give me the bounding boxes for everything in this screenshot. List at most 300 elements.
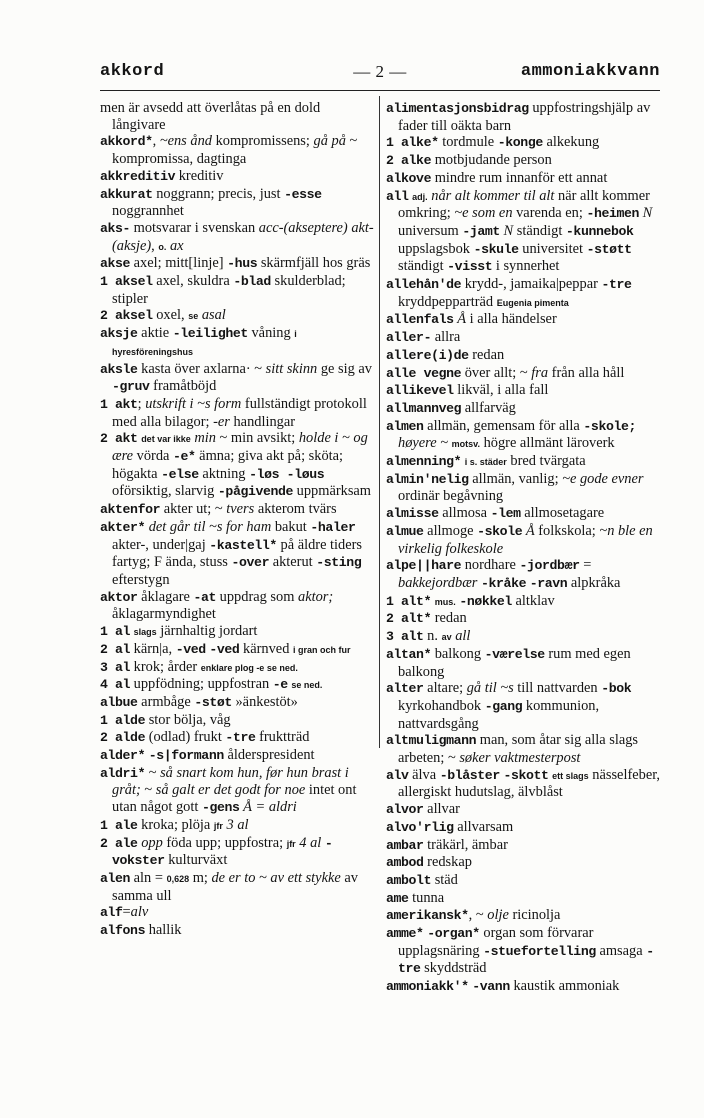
grammar-note: det var ikke xyxy=(141,434,191,445)
grammar-note: av xyxy=(441,632,452,643)
compound-form: -organ* xyxy=(427,926,480,942)
grammar-note: adj. xyxy=(412,191,428,202)
dictionary-entry xyxy=(100,255,377,273)
dictionary-entry xyxy=(100,168,377,186)
headword: akkord* xyxy=(100,134,153,150)
compound-form: -skule xyxy=(473,241,519,257)
compound-form: -gens xyxy=(201,800,240,816)
headword: 1 ale xyxy=(100,817,138,833)
dictionary-entry xyxy=(100,100,377,133)
headword: 1 alde xyxy=(100,712,146,728)
dictionary-entry xyxy=(100,325,377,360)
grammar-note: mus. xyxy=(434,596,456,607)
compound-form: -tre xyxy=(225,730,256,746)
headword: ambod xyxy=(386,855,424,871)
headword: alder* xyxy=(100,748,146,764)
definition-text: kärn|a, xyxy=(130,640,176,657)
definition-text: allmän, vanlig; xyxy=(468,470,563,487)
definition-text: städ xyxy=(431,871,458,888)
dictionary-entry xyxy=(386,471,663,505)
definition-text: axel, skuldra xyxy=(152,273,234,290)
example-text: ~n ble en virkelig folkeskole xyxy=(398,522,653,557)
definition-text: allmän, gemensam för alla xyxy=(423,417,584,434)
left-column xyxy=(100,100,377,940)
definition-text: motsvarar i svenskan xyxy=(130,219,259,236)
dictionary-entry xyxy=(100,186,377,220)
compound-form: -e* xyxy=(173,449,196,465)
example-text: N xyxy=(642,205,653,222)
definition-text: allvarsam xyxy=(453,818,514,835)
dictionary-entry xyxy=(100,623,377,641)
dictionary-entry xyxy=(386,557,663,592)
definition-text: ge sig av xyxy=(317,360,372,377)
definition-text: redan xyxy=(431,610,467,627)
definition-text: allmosetagare xyxy=(520,505,605,522)
compound-form: -ved xyxy=(209,641,240,657)
definition-text: ämna; giva akt på; sköta; högakta xyxy=(112,448,344,482)
headword: aktor xyxy=(100,589,138,605)
grammar-note: ett slags xyxy=(552,770,589,781)
headword: allmannveg xyxy=(386,400,462,416)
example-text: de er to ~ av ett stykke xyxy=(211,869,341,886)
compound-form: -vokster xyxy=(112,835,333,869)
example-text: så snart kom hun, før hun brast i gråt; xyxy=(112,764,349,799)
example-text: 4 al xyxy=(299,834,322,851)
grammar-note: Eugenia pimenta xyxy=(496,297,569,308)
headword: akter* xyxy=(100,519,146,535)
headword: alvor xyxy=(386,802,424,818)
definition-text: altare; xyxy=(423,680,467,697)
example-text: Å = aldri xyxy=(243,799,297,816)
dictionary-entry xyxy=(386,890,663,908)
dictionary-entry xyxy=(386,400,663,418)
example-text: så galt er det godt for noe xyxy=(155,782,306,799)
dictionary-entry xyxy=(386,329,663,347)
compound-form: -værelse xyxy=(484,646,545,662)
definition-text: stor bölja, våg xyxy=(145,711,231,728)
definition-text: axel; mitt[linje] xyxy=(130,255,228,272)
definition-text: på äldre tiders fartyg; F ända, stuss xyxy=(112,536,363,571)
compound-form: -støt xyxy=(194,694,232,710)
compound-form: -ravn xyxy=(529,575,568,591)
headword: aller- xyxy=(386,330,432,346)
grammar-note: jfr xyxy=(286,838,296,849)
definition-text: man, som åtar sig alla slags arbeten; ~ xyxy=(398,732,639,767)
example-text: tvers xyxy=(226,501,255,518)
dictionary-entry xyxy=(386,347,663,365)
definition-text: alkekung xyxy=(542,134,600,151)
definition-text: allfarväg xyxy=(461,399,516,416)
definition-text: kommunion, nattvardsgång xyxy=(398,697,600,732)
definition-text: altklav xyxy=(511,592,555,609)
definition-text: aktning xyxy=(198,465,250,482)
headword: allikevel xyxy=(386,383,454,399)
definition-text: föda upp; uppfostra; xyxy=(162,834,287,851)
headword: 2 al xyxy=(100,641,131,657)
dictionary-entry xyxy=(100,307,377,325)
headword: allere(i)de xyxy=(386,347,469,363)
definition-text: redskap xyxy=(423,854,472,871)
compound-form: -ved xyxy=(175,641,206,657)
compound-form: -jordbær xyxy=(519,558,580,574)
definition-text: folkskola; xyxy=(534,522,600,539)
example-text: høyere ~ xyxy=(398,435,449,452)
definition-text: kärnved xyxy=(239,640,293,657)
headword: ame xyxy=(386,890,409,906)
definition-text: allmosa xyxy=(438,505,491,522)
dictionary-entry xyxy=(386,801,663,819)
definition-text: älva xyxy=(408,766,440,783)
definition-text: balkong xyxy=(431,645,485,662)
definition-text: vörda xyxy=(133,448,174,465)
definition-text: allmoge xyxy=(423,522,478,539)
headword: amerikansk* xyxy=(386,908,469,924)
grammar-note: 0,628 xyxy=(166,873,190,884)
headword: all xyxy=(386,188,409,204)
compound-form: -tre xyxy=(601,277,632,293)
definition-text: oförsiktig, slarvig xyxy=(112,483,218,500)
dictionary-entry xyxy=(100,922,377,940)
definition-text: fruktträd xyxy=(255,729,310,746)
dictionary-entry xyxy=(386,819,663,837)
dictionary-entry xyxy=(386,646,663,680)
dictionary-entry xyxy=(100,676,377,694)
example-text: gå til ~s xyxy=(466,680,514,697)
headword: aldri* xyxy=(100,765,146,781)
compound-form: -else xyxy=(161,466,199,482)
definition-text: kyrkohandbok xyxy=(398,697,485,714)
definition-text: akterut xyxy=(269,554,317,571)
compound-form: -gang xyxy=(484,698,523,714)
example-text: aktor; xyxy=(298,588,334,605)
header-rule xyxy=(100,90,660,91)
headword: aks- xyxy=(100,220,131,236)
compound-form: -esse xyxy=(284,186,322,202)
compound-form: -hus xyxy=(227,256,258,272)
definition-text: nordhare xyxy=(461,557,520,574)
grammar-note: motsv. xyxy=(451,439,480,450)
example-text: utskrift i ~s form xyxy=(145,395,242,412)
definition-text: uppmärksam xyxy=(293,483,371,500)
headword: alle vegne xyxy=(386,365,462,381)
dictionary-entry xyxy=(386,100,663,134)
headword: 3 al xyxy=(100,659,131,675)
dictionary-entry xyxy=(386,925,663,978)
definition-text: i synnerhet xyxy=(492,258,560,275)
definition-text: uppdrag som xyxy=(216,588,299,605)
example-text: N xyxy=(503,222,514,239)
headword: almue xyxy=(386,523,424,539)
definition-text: ständigt xyxy=(398,258,448,275)
compound-form: -leilighet xyxy=(172,326,248,342)
headword: amme* xyxy=(386,926,424,942)
dictionary-entry xyxy=(386,872,663,890)
dictionary-entry xyxy=(100,501,377,519)
definition-text: framåtböjd xyxy=(149,378,217,395)
dictionary-entry xyxy=(100,694,377,712)
compound-form: -sting xyxy=(316,555,362,571)
dictionary-entry xyxy=(386,365,663,383)
definition-text: amsaga xyxy=(595,942,647,959)
dictionary-entry xyxy=(386,453,663,471)
headword: 1 alke* xyxy=(386,135,439,151)
definition-text: kreditiv xyxy=(175,167,224,184)
compound-form: -skole; xyxy=(583,418,637,434)
dictionary-entry xyxy=(386,382,663,400)
example-text: sitt skinn xyxy=(265,360,318,377)
compound-form: -kastell* xyxy=(209,537,277,553)
dictionary-entry xyxy=(386,767,663,801)
dictionary-entry xyxy=(100,589,377,623)
headword: 2 alke xyxy=(386,153,432,169)
headword: aksle xyxy=(100,361,138,377)
compound-form: -gruv xyxy=(112,379,150,395)
grammar-note: se xyxy=(188,311,199,322)
example-text: ~ens ånd xyxy=(159,133,212,150)
compound-form: -skott xyxy=(503,767,549,783)
definition-text: efterstygn xyxy=(112,571,170,588)
headword: alen xyxy=(100,870,131,886)
definition-text: alpkråka xyxy=(567,574,621,591)
dictionary-entry xyxy=(386,732,663,766)
dictionary-entry xyxy=(100,430,377,501)
definition-text: över allt; ~ xyxy=(461,364,532,381)
dictionary-entry xyxy=(100,835,377,870)
example-text: når alt kommer til alt xyxy=(431,187,555,204)
dictionary-entry xyxy=(386,837,663,855)
definition-text: armbåge xyxy=(137,693,195,710)
compound-form: -at xyxy=(193,589,217,605)
dictionary-entry xyxy=(100,641,377,659)
grammar-note: se ned. xyxy=(291,680,323,691)
definition-text: tordmule xyxy=(438,134,498,151)
example-text: min xyxy=(194,430,216,447)
dictionary-entry xyxy=(386,523,663,557)
definition-text: ~ kompromissa, dagtinga xyxy=(112,133,358,168)
definition-text: , xyxy=(152,133,160,150)
headword: ambolt xyxy=(386,872,432,888)
example-text: akt- (aksje) xyxy=(112,219,374,254)
compound-form: -jamt xyxy=(462,223,500,239)
column-divider xyxy=(379,96,380,748)
page-number: — 2 — xyxy=(353,62,407,81)
definition-text: krok; årder xyxy=(130,658,201,675)
grammar-note: i s. städer xyxy=(464,457,507,468)
dictionary-entry xyxy=(100,519,377,589)
definition-text: hallik xyxy=(145,922,182,939)
definition-text: , xyxy=(151,237,159,254)
example-text: det går til ~s for ham xyxy=(148,518,272,535)
definition-text: akter-, under|gaj xyxy=(112,536,210,553)
headword: akkreditiv xyxy=(100,168,176,184)
guide-word-left: akkord xyxy=(100,62,165,81)
dictionary-entry xyxy=(100,904,377,922)
definition-text: mindre rum innanför ett annat xyxy=(431,169,608,186)
headword: 2 akt xyxy=(100,431,138,447)
definition-text: ricinolja xyxy=(508,907,561,924)
definition-text: universum xyxy=(398,222,463,239)
compound-form: -skole xyxy=(477,523,523,539)
headword: alkove xyxy=(386,170,432,186)
compound-form: -konge xyxy=(497,135,543,151)
definition-text: akterom tvärs xyxy=(254,501,337,518)
headword: 1 aksel xyxy=(100,274,153,290)
headword: 1 alt* xyxy=(386,593,432,609)
headword: akse xyxy=(100,256,131,272)
definition-text: nässelfeber, allergiskt hudutslag, älvblåst xyxy=(398,766,661,801)
definition-text: uppfödning; uppfostran xyxy=(130,676,273,693)
definition-text: m; xyxy=(189,869,212,886)
dictionary-entry xyxy=(386,311,663,329)
headword: aktenfor xyxy=(100,502,161,518)
definition-text: akter ut; ~ xyxy=(160,501,227,518)
compound-form: -pågivende xyxy=(217,484,294,500)
definition-text: kaustik ammoniak xyxy=(509,978,620,995)
dictionary-entry xyxy=(100,870,377,904)
compound-form: -e xyxy=(272,677,288,693)
grammar-note: enklare plog -e se ned. xyxy=(200,662,298,673)
compound-form: -lem xyxy=(490,506,521,522)
definition-text: ~ xyxy=(140,782,156,799)
definition-text: kompromissens; xyxy=(211,133,314,150)
headword: almenning* xyxy=(386,454,462,470)
headword: 1 al xyxy=(100,624,131,640)
definition-text: redan xyxy=(468,346,505,363)
headword: alv xyxy=(386,767,409,783)
dictionary-entry xyxy=(100,817,377,835)
headword: alfons xyxy=(100,923,146,939)
definition-text: kulturväxt xyxy=(164,852,228,869)
definition-text: våning xyxy=(247,325,295,342)
definition-text: ~ xyxy=(145,764,161,781)
definition-text: uppfostringshjälp av fader till oäkta barn xyxy=(398,100,651,134)
dictionary-entry xyxy=(386,152,663,170)
example-text: ~e gode evner xyxy=(562,470,644,487)
headword: 2 ale xyxy=(100,835,138,851)
dictionary-entry xyxy=(100,712,377,730)
example-text: -er xyxy=(213,413,230,430)
definition-text: i alla händelser xyxy=(466,311,557,328)
definition-text: motbjudande person xyxy=(431,152,552,169)
definition-text: varenda en; xyxy=(512,205,587,222)
definition-text: åklagarmyndighet xyxy=(112,606,216,623)
definition-text: av samma ull xyxy=(112,869,358,904)
definition-text: allvar xyxy=(423,801,460,818)
definition-text: (odlad) frukt xyxy=(145,729,226,746)
compound-form: -nøkkel xyxy=(459,593,512,609)
headword: 3 alt xyxy=(386,629,424,645)
example-text: holde i ~ og ære xyxy=(112,430,368,465)
dictionary-entry xyxy=(386,680,663,732)
definition-text: när allt kommer omkring; xyxy=(398,187,650,222)
headword: alimentasjonsbidrag xyxy=(386,101,529,116)
example-text: søker vaktmesterpost xyxy=(459,750,581,767)
compound-form: -visst xyxy=(447,259,493,275)
headword: almin'nelig xyxy=(386,471,469,487)
dictionary-entry xyxy=(100,747,377,765)
definition-text: kryddpepparträd xyxy=(398,293,497,310)
headword: 1 akt xyxy=(100,396,138,412)
grammar-note: i hyresföreningshus xyxy=(112,329,297,357)
dictionary-entry xyxy=(100,729,377,747)
dictionary-entry xyxy=(100,220,377,255)
compound-form: -tre xyxy=(398,943,654,977)
definition-text: aktie xyxy=(137,325,173,342)
definition-text: ; xyxy=(137,395,146,412)
dictionary-entry xyxy=(386,854,663,872)
compound-form: -kråke xyxy=(481,575,527,591)
compound-form: -s|formann xyxy=(148,748,224,764)
headword: alter xyxy=(386,681,424,697)
compound-form: -haler xyxy=(310,519,356,535)
definition-text: bred tvärgata xyxy=(506,453,586,470)
dictionary-entry xyxy=(100,133,377,167)
definition-text: organ som förvarar upplagsnäring xyxy=(398,925,594,959)
dictionary-entry xyxy=(100,659,377,677)
dictionary-entry xyxy=(386,610,663,628)
dictionary-entry xyxy=(386,978,663,996)
headword: alvo'rlig xyxy=(386,819,454,835)
headword: aksje xyxy=(100,326,138,342)
headword: 2 alt* xyxy=(386,611,432,627)
example-text: ax xyxy=(169,237,184,254)
definition-text: = xyxy=(122,904,131,921)
definition-text: kroka; plöja xyxy=(137,816,214,833)
dictionary-entry xyxy=(386,628,663,646)
definition-text: universitet xyxy=(518,240,587,257)
definition-text: ordinär begåvning xyxy=(398,488,504,505)
example-text: bakkejordbær xyxy=(398,574,478,591)
definition-text: intet ont utan något gott xyxy=(112,782,357,816)
definition-text: aln = xyxy=(130,869,167,886)
definition-text: från alla håll xyxy=(548,364,625,381)
definition-text: rum med egen balkong xyxy=(398,645,631,680)
definition-text: åklagare xyxy=(137,588,194,605)
headword: ambar xyxy=(386,837,424,853)
definition-text: »änkestöt» xyxy=(231,693,298,710)
definition-text: oxel, xyxy=(152,307,189,324)
compound-form: -støtt xyxy=(586,241,632,257)
definition-text: , ~ xyxy=(468,907,488,924)
compound-form: -vann xyxy=(472,979,510,995)
right-column xyxy=(386,100,663,996)
headword: altmuligmann xyxy=(386,733,477,749)
definition-text: handlingar xyxy=(229,413,296,430)
definition-text: uppslagsbok xyxy=(398,240,474,257)
dictionary-entry xyxy=(386,134,663,152)
headword: alf xyxy=(100,905,123,921)
definition-text: till nattvarden xyxy=(513,680,602,697)
example-text: Å xyxy=(457,311,467,328)
dictionary-entry xyxy=(386,276,663,311)
definition-text: ålderspresident xyxy=(223,747,315,764)
compound-form: -bok xyxy=(601,681,632,697)
definition-text: fullständigt protokoll med alla bilagor; xyxy=(112,395,367,430)
compound-form: -over xyxy=(231,555,270,571)
example-text: fra xyxy=(531,364,549,381)
grammar-note: i gran och fur xyxy=(292,644,351,655)
dictionary-entry xyxy=(100,396,377,430)
grammar-note: jfr xyxy=(213,820,223,831)
definition-text: ~ min avsikt; xyxy=(215,430,299,447)
definition-text: skyddsträd xyxy=(420,960,487,977)
grammar-note: o. xyxy=(158,241,167,252)
definition-text: likväl, i alla fall xyxy=(453,382,549,399)
dictionary-entry xyxy=(386,505,663,523)
compound-form: -løs -løus xyxy=(249,466,325,482)
example-text: olje xyxy=(487,907,509,924)
headword: ammoniakk'* xyxy=(386,979,469,995)
